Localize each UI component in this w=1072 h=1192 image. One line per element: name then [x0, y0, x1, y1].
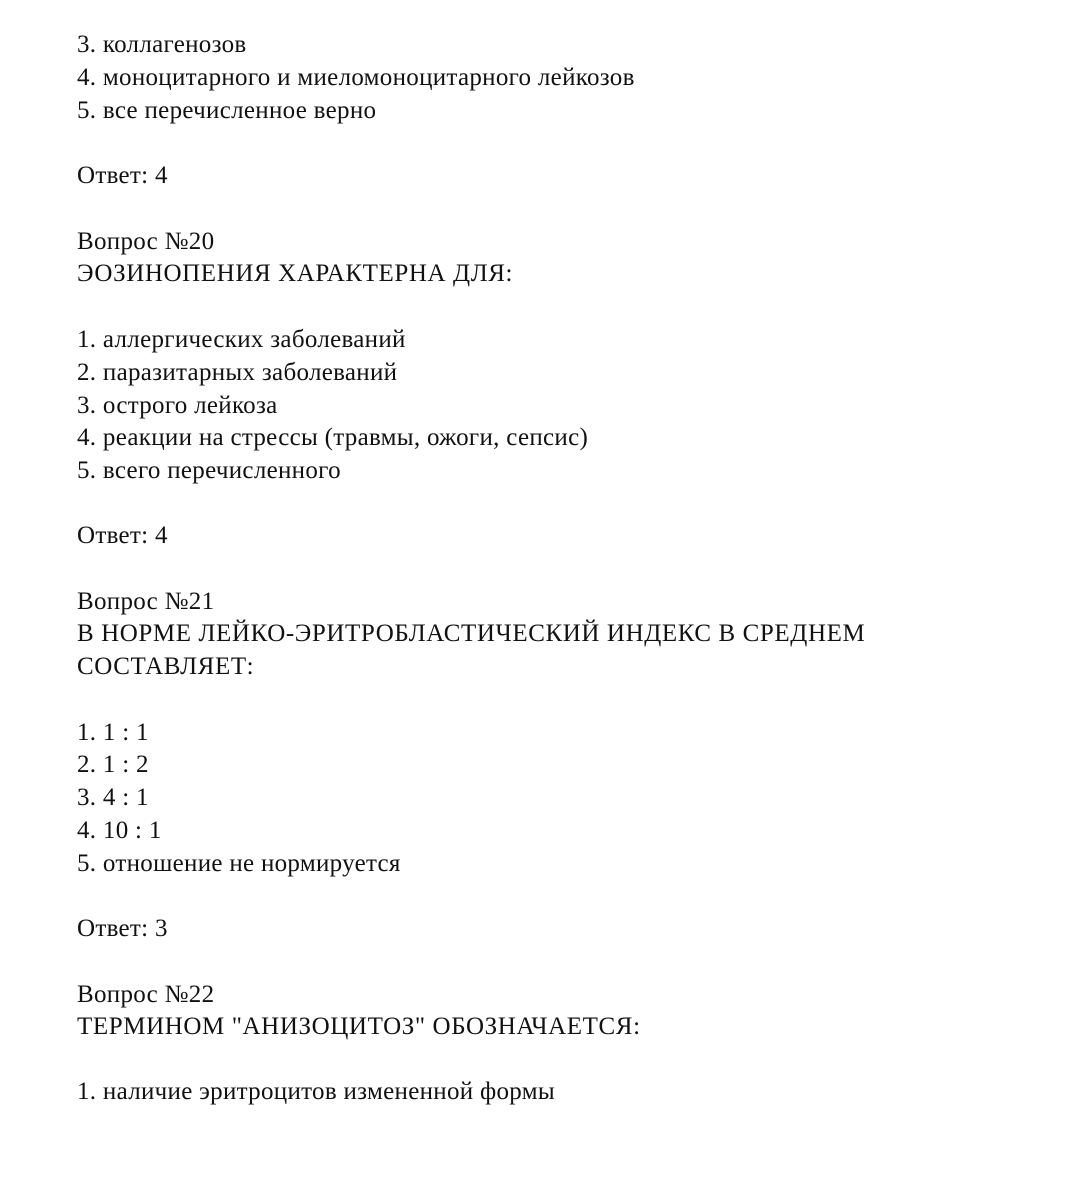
option-item: 5. все перечисленное верно — [77, 97, 377, 124]
option-item: 4. реакции на стрессы (травмы, ожоги, сепсис) — [77, 424, 589, 451]
option-item: 5. всего перечисленного — [77, 457, 341, 484]
option-item: 3. коллагенозов — [77, 31, 247, 58]
question-label: Вопрос №21 — [77, 588, 215, 615]
option-item: 1. 1 : 1 — [77, 719, 149, 746]
option-item: 3. 4 : 1 — [77, 784, 149, 811]
question-label: Вопрос №20 — [77, 228, 215, 255]
answer-text: Ответ: 3 — [77, 915, 168, 942]
question-text: ЭОЗИНОПЕНИЯ ХАРАКТЕРНА ДЛЯ: — [77, 260, 514, 287]
answer-text: Ответ: 4 — [77, 162, 168, 189]
option-item: 2. 1 : 2 — [77, 751, 149, 778]
option-item: 4. 10 : 1 — [77, 817, 162, 844]
question-text-line1: В НОРМЕ ЛЕЙКО-ЭРИТРОБЛАСТИЧЕСКИЙ ИНДЕКС В СРЕДНЕМ — [77, 620, 866, 647]
option-item: 1. наличие эритроцитов измененной формы — [77, 1078, 555, 1105]
option-item: 5. отношение не нормируется — [77, 850, 401, 877]
question-text-line2: СОСТАВЛЯЕТ: — [77, 653, 255, 680]
option-item: 4. моноцитарного и миеломоноцитарного лейкозов — [77, 64, 635, 91]
answer-text: Ответ: 4 — [77, 522, 168, 549]
option-item: 1. аллергических заболеваний — [77, 326, 406, 353]
option-item: 3. острого лейкоза — [77, 392, 278, 419]
question-label: Вопрос №22 — [77, 981, 215, 1008]
option-item: 2. паразитарных заболеваний — [77, 359, 398, 386]
question-text: ТЕРМИНОМ "АНИЗОЦИТОЗ" ОБОЗНАЧАЕТСЯ: — [77, 1013, 641, 1040]
